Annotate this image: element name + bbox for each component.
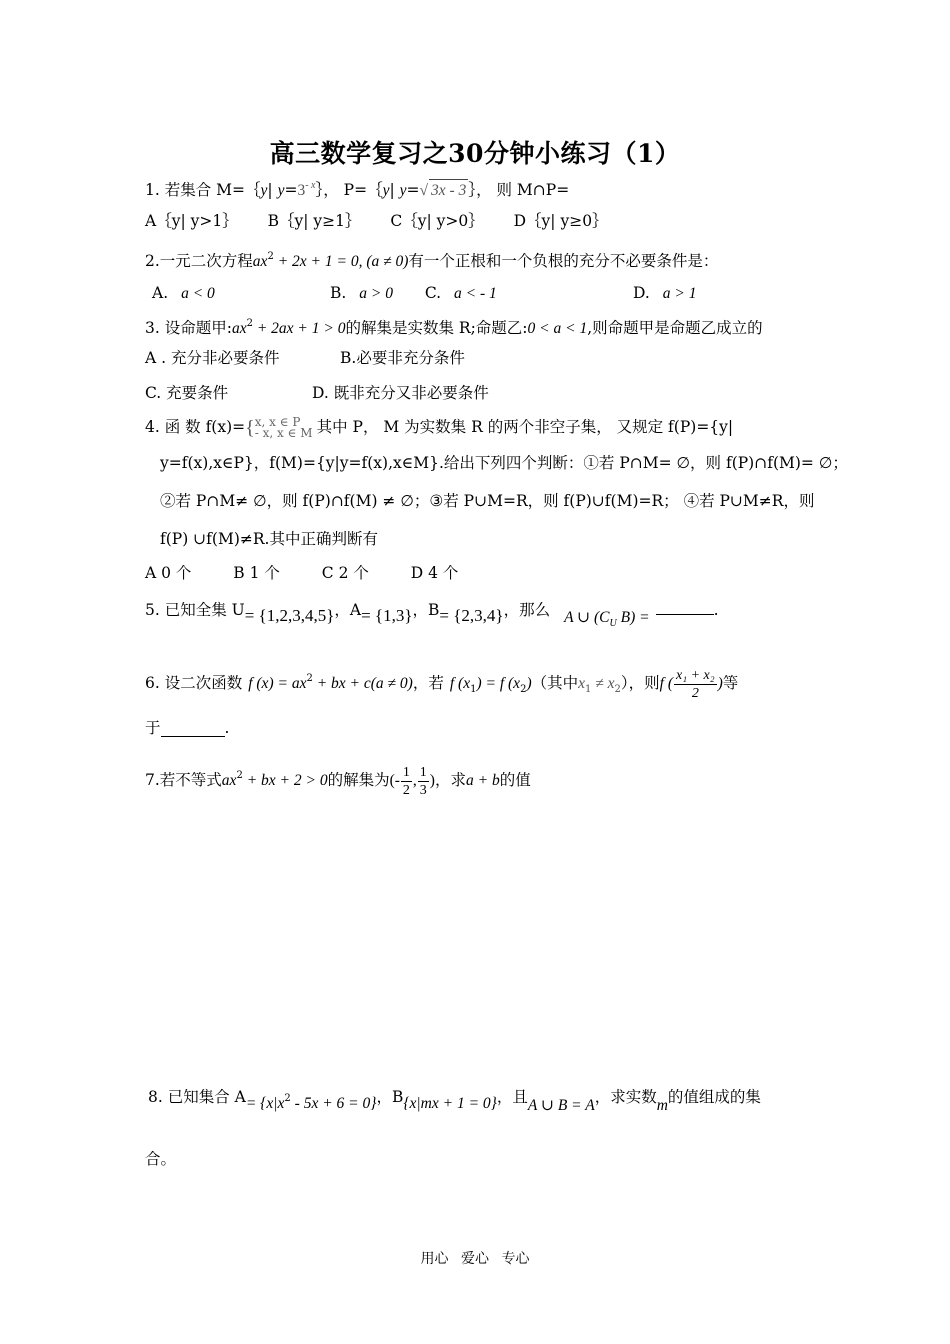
set-u: = {1,2,3,4,5} [244,606,335,625]
q3-exponent: 2 [246,318,253,329]
fraction-denominator: 3 [419,782,427,798]
option-a: A｛y| y>1｝ [145,212,238,230]
question-3-options [312,382,489,404]
set-a: = {1,3} [361,606,413,625]
question-3-options [340,347,465,369]
option-d: D. 既非充分又非必要条件 [312,384,489,402]
option-c: a < - 1 [454,285,497,302]
fraction-numerator: x₁ + x₂ [676,667,715,683]
q6-math: ≠ x [591,675,615,692]
question-1-options [145,210,608,232]
q1-text: 1. 若集合 M=｛ [145,181,261,199]
q7-text: 的值 [499,771,531,789]
question-7-stem [145,756,531,801]
option-a: A . 充分非必要条件 [145,349,280,367]
fraction [401,764,412,799]
q7-math: ax [221,772,237,789]
piece-bottom: - x, x ∈ M [254,426,313,440]
q6-subscript: 1 [585,684,592,695]
q6-math: f (x) = ax [248,675,307,692]
option-d: D｛y| y≥0｝ [513,212,608,230]
option-b: B 1 个 [233,564,280,582]
q2-text: 2.一元二次方程 [145,252,253,270]
q6-text: ，若 [412,674,444,692]
q7-text: 7.若不等式 [145,771,222,789]
q1-text: ｝， P=｛ [315,181,383,199]
question-3-options [145,382,228,404]
q7-exponent: 2 [236,770,243,781]
question-8-line-2: 合。 [145,1150,177,1168]
question-5-stem [145,598,719,635]
set-b: {x|mx + 1 = 0} [403,1095,497,1112]
fraction-denominator: 2 [691,685,699,701]
q5-text: ，A [334,601,362,619]
q1-exponent: - x [305,180,316,191]
q3-math: + 2ax + 1 > 0 [252,320,346,337]
question-4-line-1 [145,416,733,439]
question-6-stem [145,662,738,707]
option-b: B｛y| y≥1｝ [267,212,361,230]
question-4-line-2: y=f(x),x∈P}，f(M)={y|y=f(x),x∈M}.给出下列四个判断：①若 P∩M= ∅，则 f(P)∩f(M)= ∅； [160,454,848,472]
page-footer: 用心 爱心 专心 [420,1251,530,1267]
q8-exponent: 2 [284,1093,291,1104]
q6-math: x [578,675,586,692]
q4-text: 4. 函 数 f(x)= [145,418,246,436]
q5-math: A ∪ (C [564,609,610,626]
option-d: D 4 个 [410,564,459,582]
q6-exponent: 2 [306,673,313,684]
q1-text: = [284,181,298,199]
q1-var: y [382,182,390,199]
q8-text: 8. 已知集合 A [148,1088,246,1106]
q5-math: B) = [616,609,650,626]
q6-math: ) = f (x [476,675,521,692]
q7-math: a + b [465,772,500,789]
q7-text: 的解集为 [327,771,390,789]
option-a: A 0 个 [145,564,192,582]
q7-math: (- [389,772,400,789]
piece-top: x, x ∈ P [254,415,301,429]
question-8-stem [148,1086,761,1117]
fraction-numerator: 1 [419,764,427,780]
fraction-numerator: 1 [402,764,410,780]
question-1-stem [145,175,569,202]
q6-math: f (x [449,675,471,692]
q6-subscript: 1 [470,684,477,695]
question-4-options [145,562,458,584]
q8-text: ，求实数 [594,1088,657,1106]
fraction-denominator: 2 [402,782,410,798]
brace-icon: { [245,417,255,439]
question-2-options [633,282,696,305]
q3-text: ,则命题甲是命题乙成立的 [587,319,763,337]
sqrt-sign: √ [419,182,429,199]
option-d-label: D. [633,284,650,302]
answer-blank[interactable] [161,720,225,737]
q1-text: | [267,181,278,199]
option-b-label: B. [330,284,347,302]
q8-text: ，B [376,1088,404,1106]
q1-var: y [260,182,268,199]
q7-math: + bx + 2 > 0 [242,772,328,789]
q3-text: 的解集是实数集 R;命题乙: [345,319,528,337]
option-b: a > 0 [359,285,393,302]
question-2-stem [145,246,718,273]
fraction [418,764,429,799]
option-c: C. 充要条件 [145,384,229,402]
q6-text: 等 [722,674,739,692]
q2-math: + 2x + 1 = 0, (a ≠ 0) [273,253,409,270]
question-4-line-3: ②若 P∩M≠ ∅，则 f(P)∩f(M) ≠ ∅；③若 P∪M=R，则 f(P)∪f(M)=R； ④若 P∪M≠R，则 [160,492,815,510]
q6-text: 6. 设二次函数 [145,674,243,692]
q6-text: （其中 [531,674,579,692]
q1-var: y [277,182,285,199]
q8-text: ，且 [496,1088,528,1106]
q3-math: ax [231,320,247,337]
question-6-line-2 [145,717,229,739]
question-3-stem [145,313,763,340]
q6-math: f ( [659,675,674,692]
set-b: = {2,3,4} [439,606,504,625]
piecewise-definition [255,417,313,439]
q1-text: ｝， 则 M∩P= [468,181,570,199]
option-c: C 2 个 [321,564,369,582]
sqrt-radicand: 3x - 3 [429,179,468,202]
q8-text: 的值组成的集 [667,1088,761,1106]
option-c-label: C. [424,284,442,302]
q3-text: 3. 设命题甲: [145,319,232,337]
q8-math: A ∪ B = A [527,1097,595,1114]
q6-subscript: 2 [614,684,621,695]
q7-math: ) [429,772,435,789]
question-2-options [152,282,215,305]
q3-math: 0 < a < 1 [527,320,588,337]
q5-subscript: U [609,618,617,629]
set-a: = {x|x [245,1095,285,1112]
option-a-label: A. [152,284,169,302]
answer-blank[interactable] [656,598,714,615]
q5-text: ，那么 [503,601,551,619]
q5-text: 5. 已知全集 U [145,601,245,619]
set-a: - 5x + 6 = 0} [290,1095,377,1112]
q7-text: ，求 [434,771,466,789]
q6-math: ) [717,675,723,692]
q6-text: 于 [145,719,161,737]
q2-exponent: 2 [267,251,274,262]
fraction [674,667,717,702]
q1-base: 3 [297,182,306,199]
q6-subscript: 2 [520,684,527,695]
page-title: 高三数学复习之30分钟小练习（1） [269,139,681,168]
question-2-options [330,282,497,305]
option-b: B.必要非充分条件 [340,349,465,367]
q6-math: + bx + c(a ≠ 0) [312,675,413,692]
q2-math: ax [252,253,268,270]
q6-text: ），则 [620,674,660,692]
q5-text: . [713,601,719,619]
q8-math: m [656,1097,668,1114]
q1-text: | [389,181,400,199]
q1-text: = [406,181,420,199]
option-c: C｛y| y>0｝ [390,212,484,230]
q6-math: ) [526,675,532,692]
q6-text: . [224,719,230,737]
question-4-line-4: f(P) ∪f(M)≠R.其中正确判断有 [160,530,378,548]
q2-text: 有一个正根和一个负根的充分不必要条件是： [408,252,719,270]
option-d: a > 1 [662,285,697,302]
q1-var: y [399,182,407,199]
q4-text: 其中 P， M 为实数集 R 的两个非空子集， 又规定 f(P)={y| [316,418,734,436]
question-3-options [145,347,279,369]
option-a: a < 0 [181,285,215,302]
q7-math: , [412,772,417,789]
q5-text: ，B [412,601,440,619]
